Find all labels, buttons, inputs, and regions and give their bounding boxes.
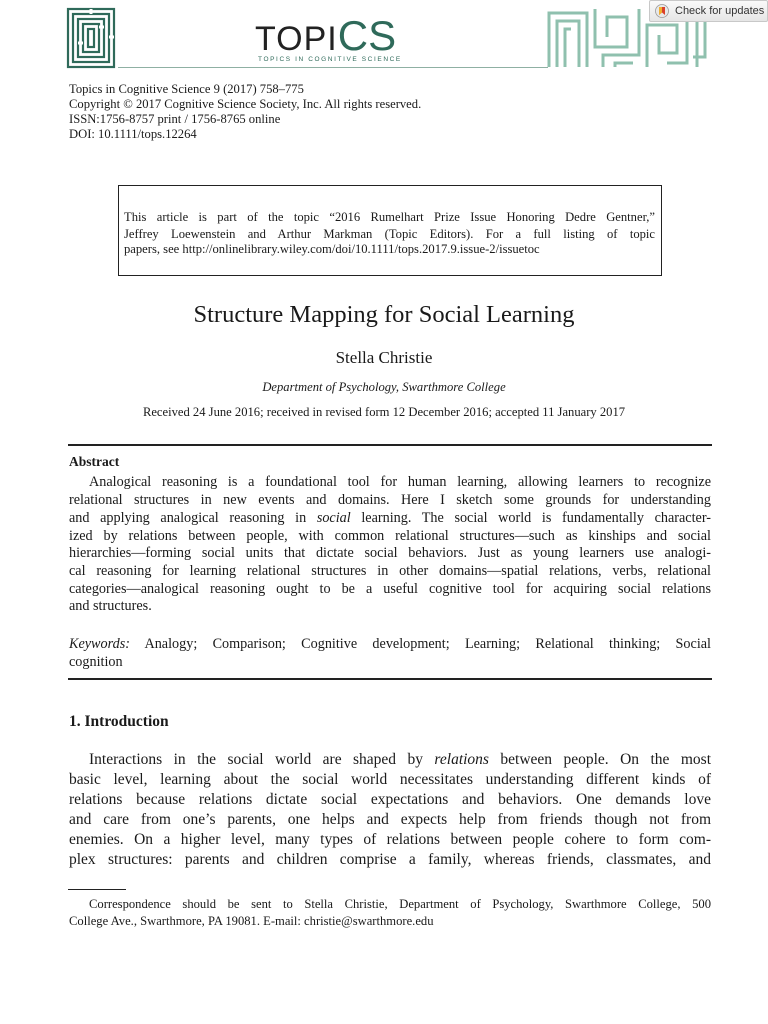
abstract-line: and applying analogical reasoning in social learning. The social world is fundamentally character- [69,510,712,526]
abstract-line: relational structures in new events and domains. Here I sketch some grounds for understanding [69,492,711,508]
journal-citation: Topics in Cognitive Science 9 (2017) 758–775 [69,82,304,96]
topic-notice-line-2: Jeffrey Loewenstein and Arthur Markman (Topic Editors). For a full listing of topic [124,227,655,241]
abstract-line: cal reasoning for learning relational structures in other domains—spatial relations, verbs, relational [69,563,711,579]
abstract-heading: Abstract [69,454,120,469]
topic-notice-link[interactable]: papers, see http://onlinelibrary.wiley.com/doi/10.1111/tops.2017.9.issue-2/issuetoc [124,242,540,256]
intro-paragraph-line: enemies. On a higher level, many types of relations between people cohere to form com- [69,831,711,848]
doi-line: DOI: 10.1111/tops.12264 [69,127,197,141]
abstract-line: hierarchies—forming social units that dictate social behaviors. Just as young learners use analogi- [69,545,711,561]
check-for-updates-button[interactable] [649,0,768,22]
journal-logo-part1: TOPI [255,20,338,58]
article-author: Stella Christie [335,348,433,367]
keywords-line: Keywords: Analogy; Comparison; Cognitive development; Learning; Relational thinking; Social [69,636,711,652]
intro-paragraph-line: Interactions in the social world are shaped by relations between people. On the most [89,751,711,768]
abstract-line: Analogical reasoning is a foundational tool for human learning, allowing learners to recognize [89,474,711,490]
check-for-updates-label: Check for updates [675,5,765,17]
journal-logo-part2: CS [337,12,397,59]
article-title: Structure Mapping for Social Learning [193,301,575,328]
footnote-line: College Ave., Swarthmore, PA 19081. E-mail: christie@swarthmore.edu [69,914,434,928]
footnote-line: Correspondence should be sent to Stella Christie, Department of Psychology, Swarthmore College, 500 [89,897,711,911]
crossmark-icon [655,4,669,18]
header-rule [118,67,548,68]
keywords-line: cognition [69,654,123,670]
abstract-bottom-rule [68,678,712,680]
section-heading-introduction: 1. Introduction [69,713,169,730]
received-dates: Received 24 June 2016; received in revised form 12 December 2016; accepted 11 January 2017 [142,405,626,419]
intro-paragraph-line: plex structures: parents and children comprise a family, whereas friends, classmates, and [69,851,711,868]
footnote-rule [68,889,126,890]
keywords-label: Keywords: [69,636,130,652]
abstract-line: and structures. [69,598,152,614]
intro-paragraph-line: relations because relations dictate social expectations and behaviors. One demands love [69,791,711,808]
journal-tagline: TOPICS IN COGNITIVE SCIENCE [258,56,402,63]
abstract-top-rule [68,444,712,446]
abstract-line: ized by relations between people, with common relational structures—such as kinships and social [69,528,711,544]
abstract-line: categories—analogical reasoning ought to be a useful cognitive tool for acquiring social relations [69,581,711,597]
journal-maze-logo-left [66,7,116,69]
topic-notice-line-1: This article is part of the topic “2016 Rumelhart Prize Issue Honoring Dedre Gentner,” [124,210,655,224]
intro-paragraph-line: basic level, learning about the social world necessitates understanding different kinds of [69,771,711,788]
author-affiliation: Department of Psychology, Swarthmore College [262,380,506,394]
issn-line: ISSN:1756-8757 print / 1756-8765 online [69,112,281,126]
journal-logo [255,12,415,62]
copyright-line: Copyright © 2017 Cognitive Science Society, Inc. All rights reserved. [69,97,422,111]
intro-paragraph-line: and care from one’s parents, one helps and expects help from friends though not from [69,811,711,828]
